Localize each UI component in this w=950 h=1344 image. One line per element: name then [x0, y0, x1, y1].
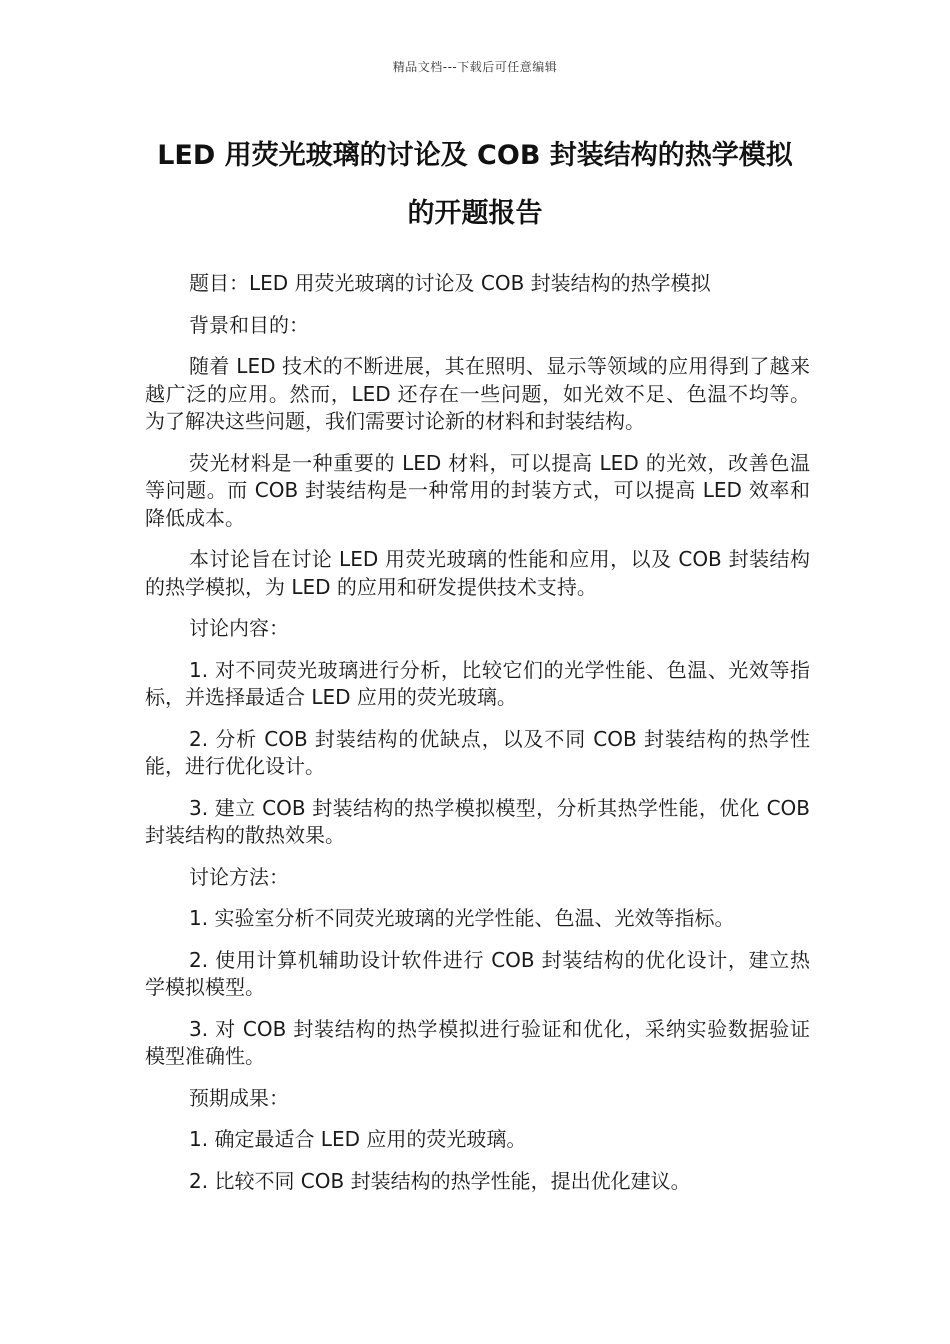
section-heading-method: 讨论方法：	[189, 864, 289, 889]
list-item: 1. 确定最适合 LED 应用的荧光玻璃。	[189, 1127, 527, 1151]
list-item: 1. 实验室分析不同荧光玻璃的光学性能、色温、光效等指标。	[189, 906, 735, 930]
paragraph: 荧光材料是一种重要的 LED 材料，可以提高 LED 的光效，改善色温等问题。而 COB 封装结构是一种常用的封装方式，可以提高 LED 效率和降低成本。	[145, 450, 810, 530]
list-item: 2. 使用计算机辅助设计软件进行 COB 封装结构的优化设计，建立热学模拟模型。	[145, 947, 810, 999]
paragraph: 随着 LED 技术的不断进展，其在照明、显示等领域的应用得到了越来越广泛的应用。然而，LED 还存在一些问题，如光效不足、色温不均等。为了解决这些问题，我们需要讨论新的材料和封装结构。	[145, 354, 810, 433]
topic-line: 题目：LED 用荧光玻璃的讨论及 COB 封装结构的热学模拟	[189, 271, 711, 295]
list-item: 2. 分析 COB 封装结构的优缺点，以及不同 COB 封装结构的热学性能，进行优化设计。	[145, 726, 810, 778]
document-title-line-2: 的开题报告	[407, 198, 543, 229]
page-header: 精品文档---下载后可任意编辑	[392, 60, 558, 74]
document-body	[145, 270, 810, 1209]
list-item: 2. 比较不同 COB 封装结构的热学性能，提出优化建议。	[189, 1168, 691, 1193]
paragraph: 本讨论旨在讨论 LED 用荧光玻璃的性能和应用，以及 COB 封装结构的热学模拟，为 LED 的应用和研发提供技术支持。	[145, 547, 810, 599]
section-heading-results: 预期成果：	[189, 1085, 289, 1110]
list-item: 3. 建立 COB 封装结构的热学模拟模型，分析其热学性能，优化 COB 封装结构的散热效果。	[145, 795, 810, 847]
document-title-line-1: LED 用荧光玻璃的讨论及 COB 封装结构的热学模拟	[157, 140, 793, 171]
list-item: 1. 对不同荧光玻璃进行分析，比较它们的光学性能、色温、光效等指标，并选择最适合 LED 应用的荧光玻璃。	[145, 657, 810, 709]
section-heading-content: 讨论内容：	[189, 616, 289, 640]
section-heading-background: 背景和目的：	[189, 312, 309, 337]
list-item: 3. 对 COB 封装结构的热学模拟进行验证和优化，采纳实验数据验证模型准确性。	[145, 1016, 810, 1068]
